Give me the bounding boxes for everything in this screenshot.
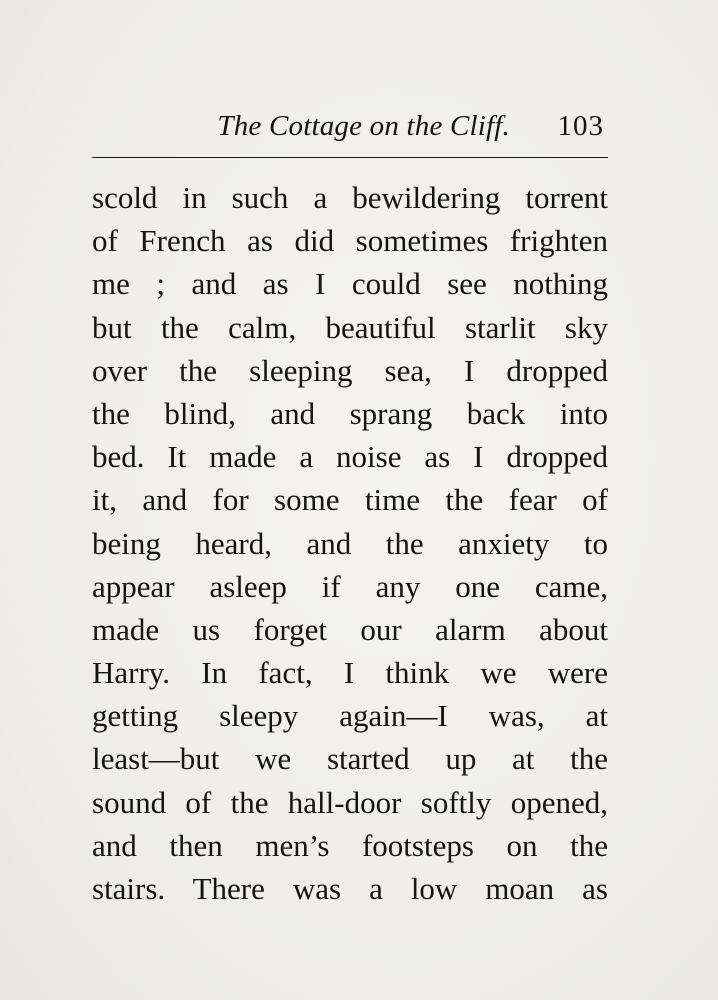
text-line: me ; and as I could see nothing (92, 266, 608, 302)
text-line: least—but we started up at the (92, 741, 608, 777)
text-line: scold in such a bewildering torrent (92, 180, 608, 215)
text-line: it, and for some time the fear of (92, 482, 608, 518)
text-line: bed. It made a noise as I dropped (92, 439, 608, 475)
running-head (92, 104, 608, 148)
text-line: stairs. There was a low moan as (92, 871, 608, 906)
text-line: Harry. In fact, I think we were (92, 655, 608, 691)
header-rule (92, 157, 608, 158)
page-number: 103 (557, 110, 604, 142)
text-line: of French as did sometimes frighten (92, 223, 608, 259)
text-line: but the calm, beautiful starlit sky (92, 309, 608, 345)
text-line: being heard, and the anxiety to (92, 525, 608, 561)
text-line: sound of the hall-door softly opened, (92, 784, 608, 820)
text-line: over the sleeping sea, I dropped (92, 352, 608, 388)
text-line: and then men’s footsteps on the (92, 827, 608, 863)
text-line: the blind, and sprang back into (92, 395, 608, 431)
text-line: getting sleepy again—I was, at (92, 698, 608, 734)
body-text (92, 176, 608, 910)
text-line: appear asleep if any one came, (92, 568, 608, 604)
running-title: The Cottage on the Cliff. (217, 110, 510, 142)
text-line: made us forget our alarm about (92, 611, 608, 647)
